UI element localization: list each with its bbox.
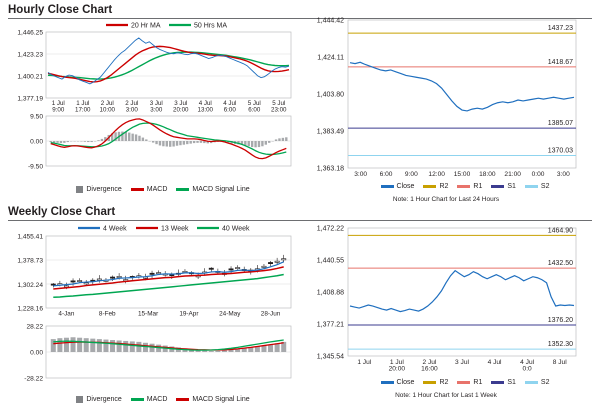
close-swatch bbox=[381, 185, 394, 188]
legend-item-r2 bbox=[423, 379, 448, 386]
svg-text:1 Jul: 1 Jul bbox=[76, 100, 90, 107]
svg-text:1,440.55: 1,440.55 bbox=[316, 257, 344, 265]
svg-text:8-Feb: 8-Feb bbox=[98, 310, 116, 318]
page-title-hourly: Hourly Close Chart bbox=[8, 4, 113, 16]
svg-text:13 Week: 13 Week bbox=[161, 225, 189, 233]
svg-text:24-May: 24-May bbox=[219, 310, 241, 318]
svg-text:4 Jul: 4 Jul bbox=[520, 359, 535, 366]
r1-swatch bbox=[457, 185, 470, 188]
svg-text:28-Jun: 28-Jun bbox=[260, 310, 281, 318]
macd-signal-swatch bbox=[176, 398, 189, 401]
svg-text:1 Jul: 1 Jul bbox=[389, 359, 404, 366]
r1-swatch bbox=[457, 381, 470, 384]
svg-text:6:00: 6:00 bbox=[223, 106, 236, 112]
svg-text:1,377.19: 1,377.19 bbox=[17, 95, 43, 103]
svg-text:4-Jan: 4-Jan bbox=[58, 310, 75, 318]
svg-text:20:00: 20:00 bbox=[388, 365, 406, 373]
svg-text:1,383.49: 1,383.49 bbox=[316, 128, 344, 136]
weekly-macd-chart bbox=[6, 322, 298, 390]
svg-text:3 Jul: 3 Jul bbox=[149, 100, 163, 107]
svg-text:2 Jul: 2 Jul bbox=[100, 100, 114, 107]
svg-text:17:00: 17:00 bbox=[75, 106, 91, 112]
hourly-macd-legend bbox=[30, 186, 296, 193]
svg-text:-9.50: -9.50 bbox=[27, 163, 43, 171]
svg-text:1,228.16: 1,228.16 bbox=[17, 305, 43, 313]
legend-label: S1 bbox=[507, 183, 516, 190]
legend-item-s1 bbox=[491, 183, 516, 190]
svg-text:50 Hrs MA: 50 Hrs MA bbox=[194, 22, 228, 30]
legend-item-s2 bbox=[525, 183, 550, 190]
legend-label: S1 bbox=[507, 379, 516, 386]
weekly-macd-axes bbox=[24, 323, 291, 382]
legend-item-macd bbox=[131, 186, 168, 193]
svg-text:3 Jul: 3 Jul bbox=[455, 359, 469, 366]
svg-text:10:00: 10:00 bbox=[99, 106, 115, 112]
svg-text:1464.90: 1464.90 bbox=[547, 227, 573, 235]
svg-text:1376.20: 1376.20 bbox=[547, 317, 573, 325]
macd-swatch bbox=[131, 398, 144, 401]
svg-text:20 Hr MA: 20 Hr MA bbox=[131, 22, 161, 30]
legend-item-divergence bbox=[76, 396, 121, 403]
svg-text:16:00: 16:00 bbox=[421, 365, 438, 373]
legend-label: MACD bbox=[146, 396, 168, 403]
svg-text:1,302.24: 1,302.24 bbox=[17, 281, 43, 289]
svg-text:3:00: 3:00 bbox=[125, 106, 138, 112]
svg-text:4 Jul: 4 Jul bbox=[198, 100, 212, 107]
svg-text:2 Jul: 2 Jul bbox=[422, 359, 437, 366]
macd-signal-swatch bbox=[176, 188, 189, 191]
svg-text:1,424.11: 1,424.11 bbox=[317, 54, 344, 62]
s1-swatch bbox=[491, 381, 504, 384]
legend-item-macd-signal bbox=[176, 396, 249, 403]
weekly-pivot-axes bbox=[317, 226, 576, 373]
svg-text:3:00: 3:00 bbox=[556, 171, 570, 178]
svg-text:3 Jul: 3 Jul bbox=[174, 100, 188, 107]
weekly-pivot-chart bbox=[300, 222, 592, 374]
legend-label: R2 bbox=[439, 183, 449, 190]
svg-text:5 Jul: 5 Jul bbox=[272, 100, 286, 107]
svg-text:1437.23: 1437.23 bbox=[547, 25, 573, 33]
svg-text:12:00: 12:00 bbox=[428, 171, 445, 178]
svg-text:3:00: 3:00 bbox=[354, 171, 368, 178]
hourly-price-axes bbox=[17, 29, 291, 112]
legend-label: R2 bbox=[439, 379, 449, 386]
svg-text:3:00: 3:00 bbox=[150, 106, 163, 112]
legend-item-close bbox=[381, 183, 415, 190]
legend-item-close bbox=[381, 379, 415, 386]
svg-text:1,378.73: 1,378.73 bbox=[17, 257, 43, 265]
svg-text:19-Apr: 19-Apr bbox=[179, 310, 199, 318]
close-swatch bbox=[381, 381, 394, 384]
svg-text:1,408.88: 1,408.88 bbox=[316, 289, 344, 297]
svg-text:18:00: 18:00 bbox=[479, 171, 496, 178]
legend-item-s1 bbox=[491, 379, 516, 386]
legend-item-r1 bbox=[457, 183, 482, 190]
s1-swatch bbox=[491, 185, 504, 188]
legend-item-macd bbox=[131, 396, 168, 403]
macd-swatch bbox=[131, 188, 144, 191]
svg-text:1,446.25: 1,446.25 bbox=[17, 29, 43, 37]
hourly-price-chart bbox=[6, 20, 298, 112]
svg-text:20:00: 20:00 bbox=[173, 106, 189, 112]
svg-text:9.50: 9.50 bbox=[30, 113, 43, 121]
svg-text:28.22: 28.22 bbox=[26, 323, 43, 331]
svg-text:1432.50: 1432.50 bbox=[547, 260, 573, 268]
legend-label: MACD bbox=[146, 186, 168, 193]
svg-text:1,472.22: 1,472.22 bbox=[316, 225, 344, 233]
r2-swatch bbox=[423, 185, 436, 188]
r2-swatch bbox=[423, 381, 436, 384]
legend-label: S2 bbox=[540, 379, 550, 386]
legend-label: R1 bbox=[473, 379, 483, 386]
svg-text:1,345.54: 1,345.54 bbox=[316, 353, 344, 361]
hourly-pivot-note: Note: 1 Hour Chart for Last 24 Hours bbox=[392, 196, 500, 203]
weekly-pivot-legend bbox=[340, 379, 590, 386]
weekly-price-legend bbox=[78, 226, 250, 233]
svg-text:13:00: 13:00 bbox=[197, 106, 213, 112]
svg-text:1,363.18: 1,363.18 bbox=[316, 165, 344, 173]
legend-label: Close bbox=[396, 183, 415, 190]
s2-swatch bbox=[525, 381, 538, 384]
svg-text:6:00: 6:00 bbox=[248, 106, 261, 112]
legend-label: Divergence bbox=[86, 396, 122, 403]
legend-label: MACD Signal Line bbox=[192, 396, 250, 403]
svg-text:40 Week: 40 Week bbox=[222, 225, 250, 233]
legend-label: R1 bbox=[473, 183, 483, 190]
svg-text:15-Mar: 15-Mar bbox=[137, 310, 159, 318]
svg-text:1 Jul: 1 Jul bbox=[51, 100, 65, 107]
svg-text:1370.03: 1370.03 bbox=[547, 147, 573, 155]
svg-text:5 Jul: 5 Jul bbox=[247, 100, 261, 107]
weekly-pivot-note: Note: 1 Hour Chart for Last 1 Week bbox=[395, 392, 497, 399]
svg-text:1 Jul: 1 Jul bbox=[357, 359, 372, 366]
svg-text:1,400.21: 1,400.21 bbox=[17, 73, 43, 81]
legend-item-r1 bbox=[457, 379, 482, 386]
svg-text:2 Jul: 2 Jul bbox=[125, 100, 139, 107]
svg-text:1385.07: 1385.07 bbox=[547, 120, 573, 128]
hourly-macd-chart bbox=[6, 112, 298, 180]
svg-text:6:00: 6:00 bbox=[379, 171, 393, 178]
svg-text:9:00: 9:00 bbox=[404, 171, 418, 178]
hourly-pivot-chart bbox=[300, 14, 592, 184]
svg-text:1,377.21: 1,377.21 bbox=[316, 321, 344, 329]
divergence-swatch bbox=[76, 396, 83, 403]
svg-text:1,423.23: 1,423.23 bbox=[17, 51, 43, 59]
divergence-swatch bbox=[76, 186, 83, 193]
svg-text:21:00: 21:00 bbox=[504, 171, 521, 178]
svg-text:1418.67: 1418.67 bbox=[547, 58, 573, 66]
svg-text:4 Jul: 4 Jul bbox=[223, 100, 237, 107]
svg-text:0:0: 0:0 bbox=[522, 365, 532, 373]
svg-text:23:00: 23:00 bbox=[271, 106, 287, 112]
page-title-weekly: Weekly Close Chart bbox=[8, 206, 116, 218]
svg-text:1,403.80: 1,403.80 bbox=[316, 91, 344, 99]
svg-text:4 Jul: 4 Jul bbox=[487, 359, 502, 366]
svg-text:1,455.41: 1,455.41 bbox=[17, 233, 43, 241]
svg-text:15:00: 15:00 bbox=[453, 171, 471, 178]
hourly-pivot-axes bbox=[317, 18, 576, 178]
svg-text:1352.30: 1352.30 bbox=[547, 341, 573, 349]
hourly-pivot-legend bbox=[340, 183, 590, 190]
svg-text:8 Jul: 8 Jul bbox=[552, 359, 567, 366]
legend-label: Close bbox=[396, 379, 415, 386]
legend-label: Divergence bbox=[86, 186, 122, 193]
legend-item-macd-signal bbox=[176, 186, 249, 193]
svg-text:0:00: 0:00 bbox=[531, 171, 545, 178]
legend-item-divergence bbox=[76, 186, 121, 193]
weekly-macd-legend bbox=[30, 396, 296, 403]
svg-text:-28.22: -28.22 bbox=[24, 375, 43, 383]
divider-weekly bbox=[8, 220, 592, 221]
legend-item-s2 bbox=[525, 379, 550, 386]
legend-label: S2 bbox=[540, 183, 550, 190]
weekly-price-chart bbox=[6, 222, 298, 322]
s2-swatch bbox=[525, 185, 538, 188]
svg-text:9:00: 9:00 bbox=[52, 106, 65, 112]
legend-label: MACD Signal Line bbox=[192, 186, 250, 193]
svg-text:0.00: 0.00 bbox=[30, 138, 43, 146]
svg-text:0.00: 0.00 bbox=[30, 349, 43, 357]
hourly-price-legend bbox=[106, 23, 227, 30]
svg-text:4 Week: 4 Week bbox=[103, 225, 127, 233]
legend-item-r2 bbox=[423, 183, 448, 190]
svg-text:1,444.42: 1,444.42 bbox=[316, 17, 344, 25]
